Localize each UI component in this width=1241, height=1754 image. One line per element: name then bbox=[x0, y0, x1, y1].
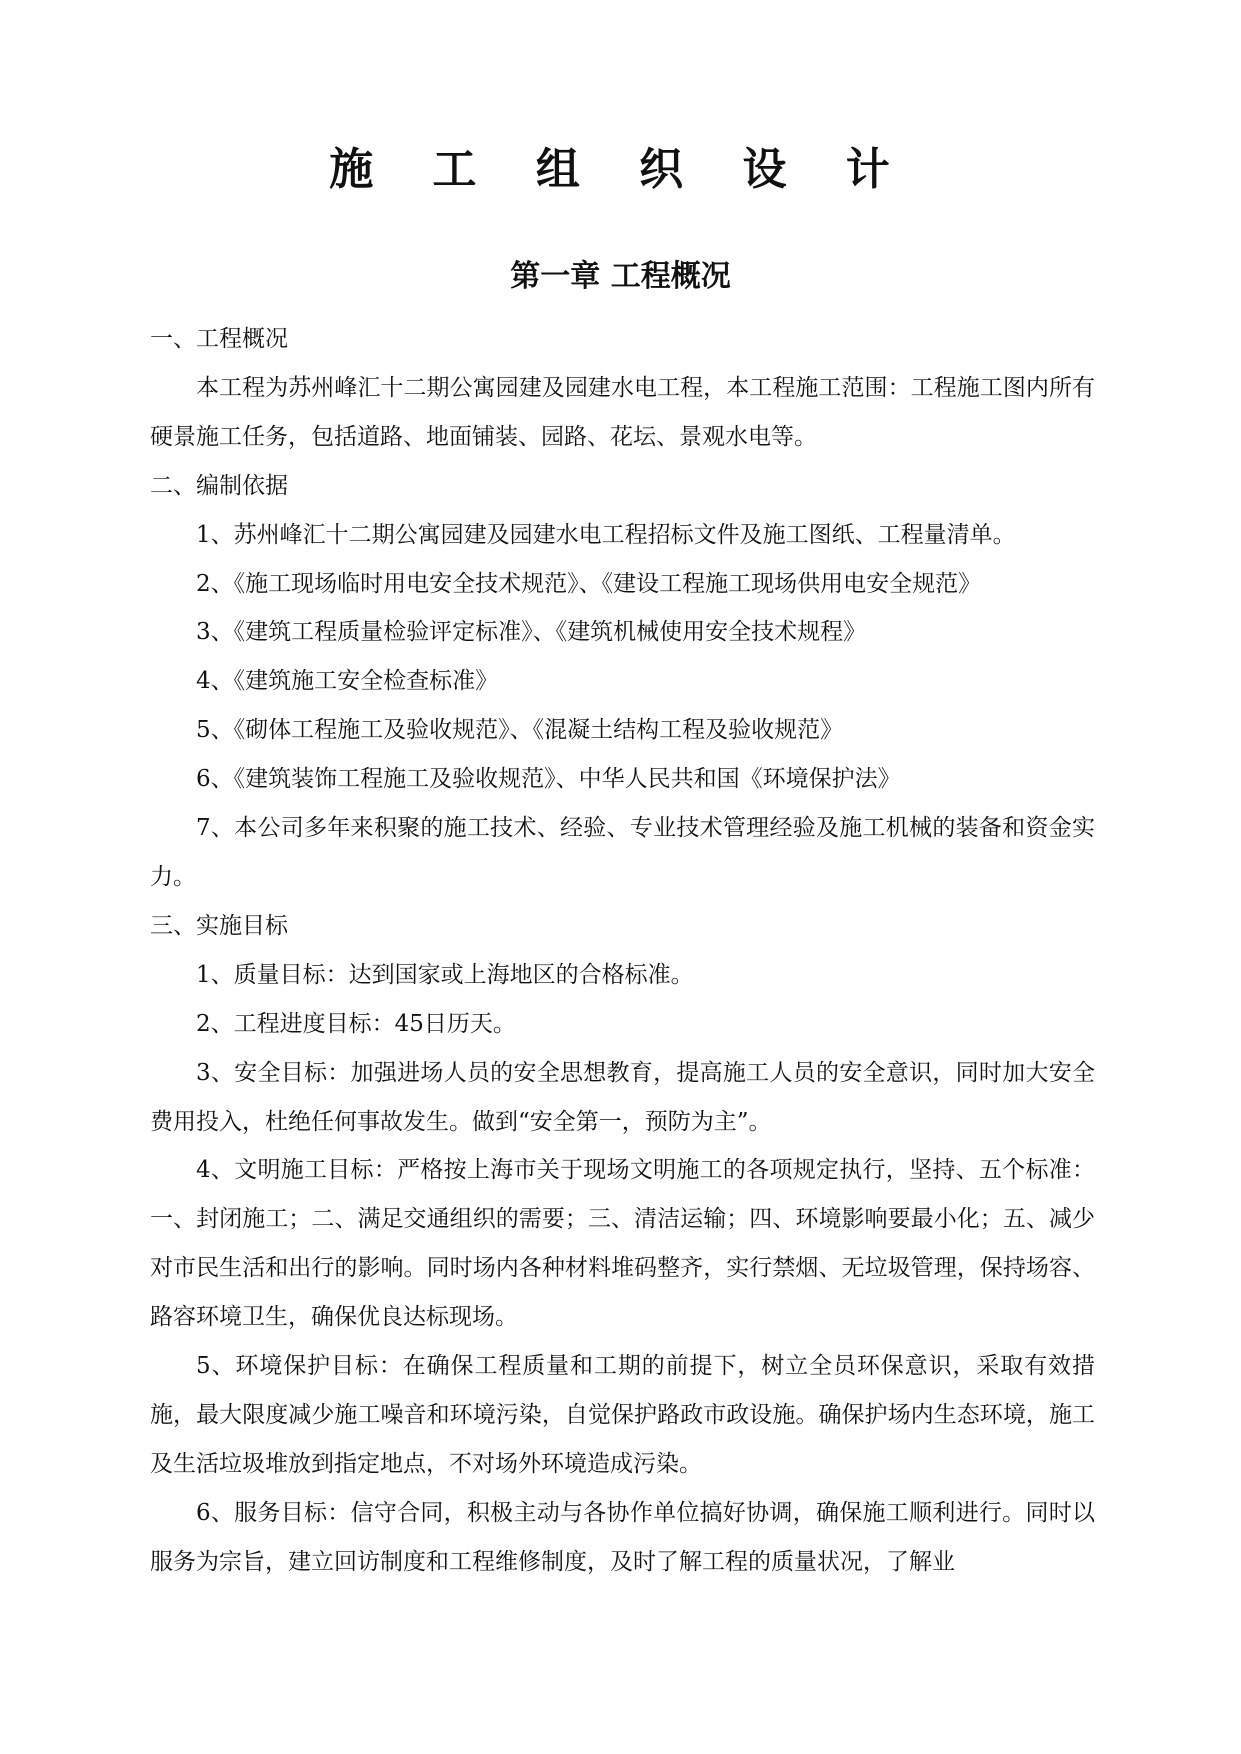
list-item: 3、安全目标：加强进场人员的安全思想教育，提高施工人员的安全意识，同时加大安全费用投入，杜绝任何事故发生。做到“安全第一，预防为主”。 bbox=[150, 1059, 1095, 1135]
document-body bbox=[150, 315, 1095, 1587]
list-item: 3、《建筑工程质量检验评定标准》、《建筑机械使用安全技术规程》 bbox=[196, 619, 867, 646]
list-item: 1、苏州峰汇十二期公寓园建及园建水电工程招标文件及施工图纸、工程量清单。 bbox=[196, 521, 1016, 548]
chapter-title: 第一章 工程概况 bbox=[510, 259, 731, 294]
list-item: 6、服务目标：信守合同，积极主动与各协作单位搞好协调，确保施工顺利进行。同时以服务为宗旨，建立回访制度和工程维修制度，及时了解工程的质量状况，了解业 bbox=[150, 1499, 1095, 1575]
section-heading: 一、工程概况 bbox=[150, 326, 288, 352]
list-item: 1、质量目标：达到国家或上海地区的合格标准。 bbox=[196, 961, 694, 988]
paragraph: 本工程为苏州峰汇十二期公寓园建及园建水电工程，本工程施工范围：工程施工图内所有硬景施工任务，包括道路、地面铺装、园路、花坛、景观水电等。 bbox=[150, 374, 1095, 450]
list-item: 5、环境保护目标：在确保工程质量和工期的前提下，树立全员环保意识，采取有效措施，最大限度减少施工噪音和环境污染，自觉保护路政市政设施。确保护场内生态环境，施工及生活垃圾堆放到指定地点，不对场外环境造成污染。 bbox=[150, 1353, 1095, 1477]
list-item: 5、《砌体工程施工及验收规范》、《混凝土结构工程及验收规范》 bbox=[196, 717, 844, 744]
list-item: 2、工程进度目标：45日历天。 bbox=[196, 1010, 516, 1037]
list-item: 4、文明施工目标：严格按上海市关于现场文明施工的各项规定执行，坚持、五个标准：一、封闭施工；二、满足交通组织的需要；三、清洁运输；四、环境影响要最小化；五、减少对市民生活和出行的影响。同时场内各种材料堆码整齐，实行禁烟、无垃圾管理，保持场容、路容环境卫生，确保优良达标现场。 bbox=[150, 1157, 1095, 1331]
list-item: 2、《施工现场临时用电安全技术规范》、《建设工程施工现场供用电安全规范》 bbox=[196, 570, 982, 597]
list-item: 7、本公司多年来积聚的施工技术、经验、专业技术管理经验及施工机械的装备和资金实力。 bbox=[150, 815, 1095, 890]
document-title: 施 工 组 织 设 计 bbox=[329, 144, 912, 195]
list-item: 6、《建筑装饰工程施工及验收规范》、中华人民共和国《环境保护法》 bbox=[196, 766, 901, 793]
section-heading: 三、实施目标 bbox=[150, 912, 288, 939]
section-heading: 二、编制依据 bbox=[150, 472, 288, 499]
list-item: 4、《建筑施工安全检查标准》 bbox=[196, 668, 499, 695]
